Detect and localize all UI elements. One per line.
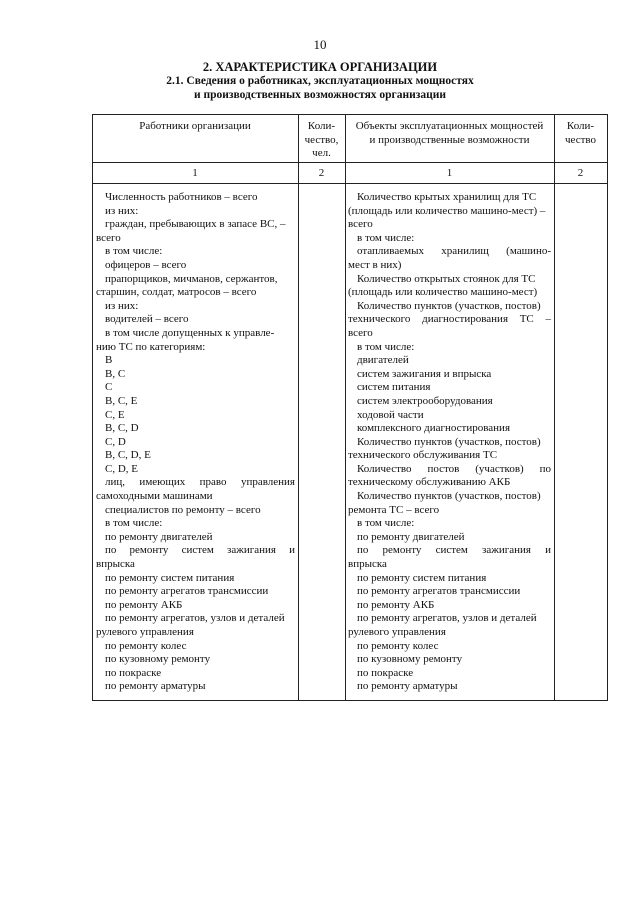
workers-row-text: по ремонту агрегатов, узлов и деталей — [105, 612, 285, 625]
objects-row-text: по ремонту систем зажигания и — [357, 544, 551, 557]
header-workers — [92, 120, 298, 134]
workers-row-text: в том числе: — [105, 517, 163, 530]
objects-row-text: комплексного диагностирования — [357, 422, 511, 435]
workers-row-text: в том числе: — [105, 245, 163, 258]
workers-row-text: старшин, солдат, матросов – всего — [96, 286, 257, 299]
objects-row-text: всего — [348, 326, 373, 339]
objects-row-text: Количество пунктов (участков, постов) — [357, 435, 541, 448]
header-workers-label: Работники организации — [139, 120, 251, 132]
objects-row-text: технического обслуживания ТС — [348, 449, 498, 462]
objects-row-text: систем зажигания и впрыска — [357, 367, 492, 380]
table-border-right — [607, 114, 608, 701]
numbering-col1: 1 — [192, 167, 198, 179]
objects-row-text: техническому обслуживанию АКБ — [348, 476, 511, 489]
workers-row-text: впрыска — [96, 558, 135, 571]
objects-row-text: по кузовному ремонту — [357, 653, 463, 666]
table-border-top — [92, 114, 608, 115]
objects-row-text: мест в них) — [348, 258, 402, 271]
objects-row-text: Количество пунктов (участков, постов) — [357, 490, 541, 503]
objects-row-text: всего — [348, 218, 373, 231]
workers-row-text: по ремонту систем зажигания и — [105, 544, 295, 557]
objects-row-text: по ремонту двигателей — [357, 530, 465, 543]
table-border-left — [92, 114, 93, 701]
page-number: 10 — [313, 37, 327, 52]
objects-row-text: двигателей — [357, 354, 409, 367]
objects-row-text: технического диагностирования ТС – — [348, 313, 551, 326]
objects-row-text: систем электрооборудования — [357, 394, 493, 407]
objects-row-text: впрыска — [348, 558, 387, 571]
objects-row-text: по ремонту агрегатов трансмиссии — [357, 585, 521, 598]
objects-row-text: в том числе: — [357, 517, 415, 530]
objects-row-text: по ремонту систем питания — [357, 571, 487, 584]
objects-row-text: Количество открытых стоянок для ТС — [357, 272, 536, 285]
numbering-col4: 2 — [577, 167, 584, 179]
workers-row-text: по кузовному ремонту — [105, 653, 211, 666]
header-count-line2: чество, — [304, 133, 339, 146]
workers-row-text: рулевого управления — [96, 626, 194, 638]
workers-row-text: по ремонту двигателей — [105, 530, 213, 543]
workers-row-text: B, C, D — [105, 422, 139, 435]
workers-row-text: офицеров – всего — [105, 258, 187, 271]
column-divider-1 — [298, 114, 299, 701]
workers-row-text: B, C, D, E — [105, 449, 151, 462]
header-objects — [345, 120, 554, 147]
objects-row-text: Количество постов (участков) по — [357, 462, 551, 475]
workers-row-text: B, C — [105, 367, 126, 380]
workers-row-text: C, D, E — [105, 462, 138, 475]
objects-row-text: (площадь или количество машино-мест) — [348, 286, 538, 299]
workers-row-text: по ремонту колес — [105, 639, 187, 652]
workers-row-text: водителей – всего — [105, 313, 189, 326]
workers-row-text: в том числе допущенных к управле- — [105, 326, 275, 339]
workers-row-text: B, C, E — [105, 394, 138, 407]
header-count-people — [298, 120, 345, 161]
header-objects-line2: и производственные возможности — [369, 133, 530, 146]
workers-row-text: всего — [96, 231, 121, 244]
header-count2-line2: чество — [565, 133, 596, 146]
workers-row-text: по ремонту АКБ — [105, 598, 183, 611]
workers-row-text: Численность работников – всего — [105, 191, 258, 203]
objects-row-text: ремонта ТС – всего — [348, 503, 440, 516]
objects-row-text: ходовой части — [357, 408, 424, 421]
workers-row-text: специалистов по ремонту – всего — [105, 503, 261, 516]
objects-row-text: (площадь или количество машино-мест) – — [348, 204, 546, 217]
column-divider-3 — [554, 114, 555, 701]
workers-column — [96, 191, 295, 694]
section-title: 2. ХАРАКТЕРИСТИКА ОРГАНИЗАЦИИ — [202, 60, 438, 74]
workers-row-text: граждан, пребывающих в запасе ВС, – — [105, 218, 286, 231]
subsection-title-line1: 2.1. Сведения о работниках, эксплуатационных мощностях — [166, 75, 474, 87]
subsection-title-line2: и производственных возможностях организации — [193, 89, 447, 101]
workers-row-text: по ремонту агрегатов трансмиссии — [105, 585, 269, 598]
numbering-divider — [92, 183, 608, 184]
objects-row-text: отапливаемых хранилищ (машино- — [357, 245, 551, 258]
objects-row-text: по ремонту АКБ — [357, 598, 435, 611]
objects-row-text: по покраске — [357, 666, 414, 679]
workers-row-text: прапорщиков, мичманов, сержантов, — [105, 272, 278, 285]
header-objects-line1: Объекты эксплуатационных мощностей — [355, 120, 544, 132]
header-count2-line1: Коли- — [566, 120, 595, 132]
objects-row-text: Количество пунктов (участков, постов) — [357, 299, 541, 312]
objects-row-text: Количество крытых хранилищ для ТС — [357, 191, 537, 203]
objects-column — [348, 191, 551, 694]
objects-row-text: в том числе: — [357, 340, 415, 353]
workers-row-text: лиц, имеющих право управления — [105, 476, 295, 489]
workers-row-text: по ремонту арматуры — [105, 680, 206, 693]
objects-row-text: в том числе: — [357, 231, 415, 244]
workers-row-text: нию ТС по категориям: — [96, 340, 206, 353]
header-count — [554, 120, 607, 147]
workers-row-text: по ремонту систем питания — [105, 571, 235, 584]
workers-row-text: C, D — [105, 435, 126, 448]
table-border-bottom — [92, 700, 608, 701]
objects-row-text: систем питания — [357, 381, 431, 394]
workers-row-text: C, E — [105, 408, 125, 421]
objects-row-text: по ремонту арматуры — [357, 680, 458, 693]
workers-row-text: самоходными машинами — [96, 490, 213, 503]
workers-row-text: B — [105, 354, 113, 367]
header-count-line3: чел. — [312, 147, 331, 159]
workers-row-text: по покраске — [105, 666, 162, 679]
workers-row-text: C — [105, 381, 113, 394]
column-divider-2 — [345, 114, 346, 701]
numbering-col2: 2 — [318, 167, 325, 179]
organization-table — [92, 114, 608, 701]
objects-row-text: по ремонту колес — [357, 639, 439, 652]
workers-row-text: из них: — [105, 299, 139, 312]
header-count-line1: Коли- — [307, 120, 336, 132]
header-divider — [92, 162, 608, 163]
workers-row-text: из них: — [105, 204, 139, 217]
objects-row-text: по ремонту агрегатов, узлов и деталей — [357, 612, 537, 625]
objects-row-text: рулевого управления — [348, 626, 446, 638]
numbering-col3: 1 — [446, 167, 453, 179]
